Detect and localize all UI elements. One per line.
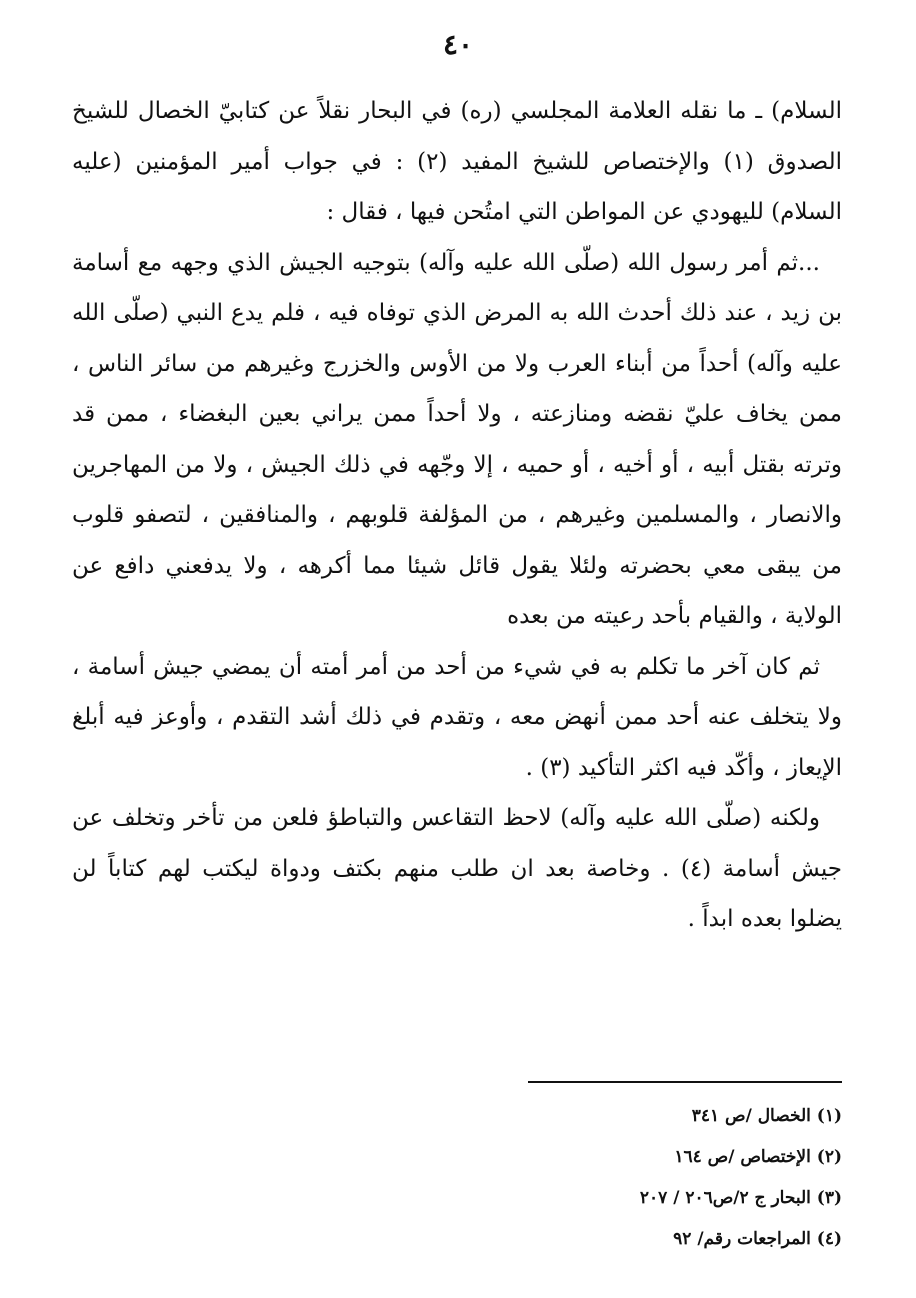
footnotes [400, 1096, 842, 1260]
footnote-2: (٢) الإختصاص /ص ١٦٤ [674, 1147, 842, 1167]
paragraph-conclusion: ولكنه (صلّى الله عليه وآله) لاحظ التقاعس والتباطؤ فلعن من تأخر وتخلف عن جيش أسامة (٤) . وخاصة بعد ان طلب منهم بكتف ودواة ليكتب لهم كتاباً لن يضلوا بعده ابداً . [72, 805, 842, 932]
body-text [72, 86, 842, 945]
paragraph-last-command: ثم كان آخر ما تكلم به في شيء من أحد من أمر أمته أن يمضي جيش أسامة ، ولا يتخلف عنه أحد ممن أنهض معه ، وتقدم في ذلك أشد التقدم ، وأوعز فيه أبلغ الإيعاز ، وأكّد فيه اكثر التأكيد (٣) . [72, 653, 842, 781]
footnote-4: (٤) المراجعات رقم/ ٩٢ [673, 1229, 842, 1249]
footnote-3: (٣) البحار ج ٢/ص٢٠٦ / ٢٠٧ [639, 1188, 842, 1208]
paragraph-quote: ...ثم أمر رسول الله (صلّى الله عليه وآله) بتوجيه الجيش الذي وجهه مع أسامة بن زيد ، عند ذلك أحدث الله به المرض الذي توفاه فيه ، فلم يدع النبي (صلّى الله عليه وآله) أحداً من أبناء العرب ولا من الأوس والخزرج وغيرهم من سائر الناس ، ممن يخاف عليّ نقضه ومنازعته ، ولا أحداً ممن يراني بعين البغضاء ، ممن قد وترته بقتل أبيه ، أو أخيه ، أو حميه ، إلا وجّهه في ذلك الجيش ، ولا من المهاجرين والانصار ، والمسلمين وغيرهم ، من المؤلفة قلوبهم ، والمنافقين ، لتصفو قلوب من يبقى معي بحضرته ولئلا يقول قائل شيئا مما أكرهه ، ولا يدفعني دافع عن الولاية ، والقيام بأحد رعيته من بعده [72, 249, 842, 629]
footnote-1: (١) الخصال /ص ٣٤١ [691, 1106, 842, 1126]
footnote-divider [528, 1081, 842, 1083]
paragraph-intro: السلام) ـ ما نقله العلامة المجلسي (ره) في البحار نقلاً عن كتابيّ الخصال للشيخ الصدوق (١) والإختصاص للشيخ المفيد (٢) : في جواب أمير المؤمنين (عليه السلام) لليهودي عن المواطن التي امتُحن فيها ، فقال : [72, 98, 842, 225]
page-number: ٤٠ [442, 28, 474, 61]
